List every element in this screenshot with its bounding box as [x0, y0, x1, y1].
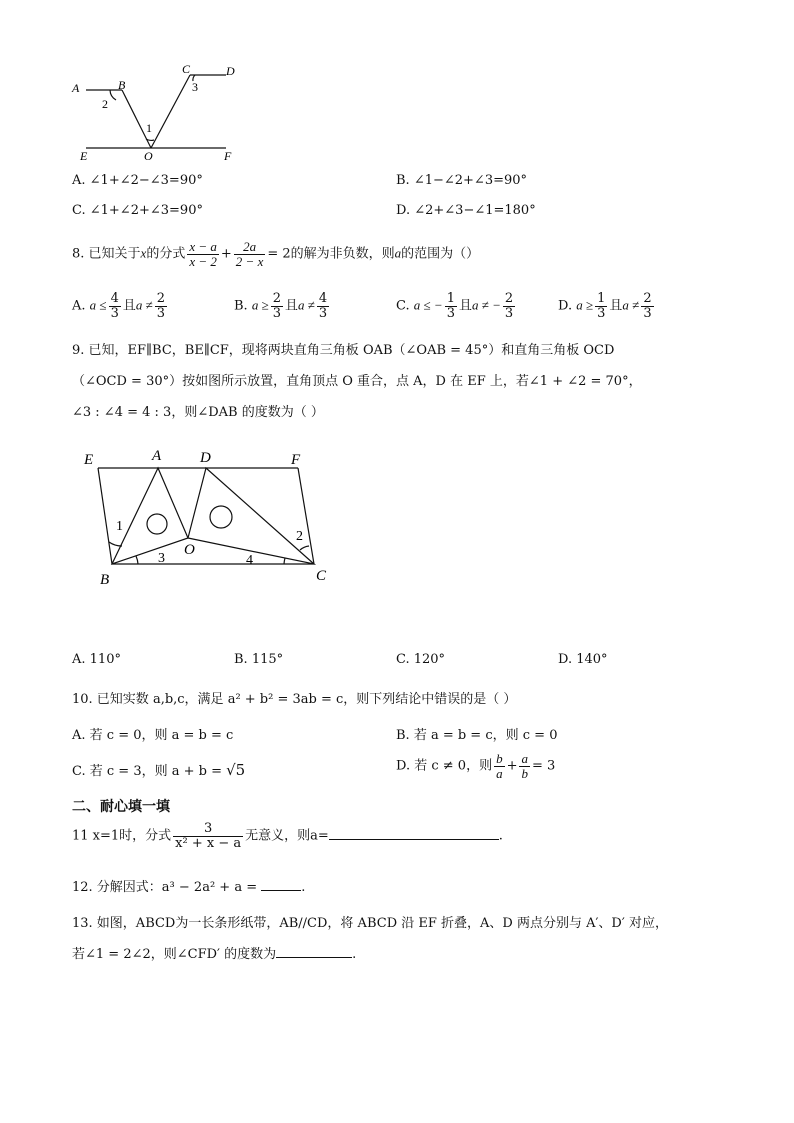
triangle-OCD — [188, 468, 314, 564]
q13-line-2: 若∠1 = 2∠2，则∠CFD′ 的度数为 . — [72, 947, 357, 962]
label-E: E — [80, 149, 88, 163]
q10-option-b: B. 若 a = b = c，则 c = 0 — [396, 728, 558, 743]
q12-stem: 12. 分解因式：a³ − 2a² + a = . — [72, 880, 306, 895]
q13-answer-blank[interactable] — [276, 957, 352, 958]
q12-answer-blank[interactable] — [261, 890, 301, 891]
arc-1 — [109, 542, 122, 546]
label-3: 3 — [158, 551, 165, 566]
circle-hole-2 — [210, 506, 232, 528]
q10-stem: 10. 已知实数 a,b,c，满足 a² + b² = 3ab = c，则下列结论中错误的是（ ） — [72, 692, 517, 707]
label-C: C — [182, 62, 191, 76]
q8-stem: 8. 已知关于x的分式 $\frac{x - a}{x - 2}$ + $\frac{2a}{2 - x}$ = 2的解为非负数，则a的范围为（） — [72, 239, 480, 269]
label-B: B — [100, 572, 110, 588]
label-1: 1 — [116, 519, 123, 534]
q11-answer-blank[interactable] — [329, 839, 499, 840]
label-3: 3 — [192, 80, 198, 94]
label-4: 4 — [246, 553, 253, 568]
label-A: A — [152, 448, 162, 464]
arc-3 — [136, 556, 138, 564]
arc-4 — [284, 558, 285, 564]
label-B: B — [118, 78, 126, 92]
q8-option-d: D. a ≥ $\frac{1}{3}$ 且a ≠ $\frac{2}{3}$ — [558, 291, 652, 321]
q7-option-b: B. ∠1−∠2+∠3=90° — [396, 173, 528, 188]
label-O: O — [184, 542, 195, 558]
arc-2 — [110, 90, 116, 100]
label-F: F — [291, 452, 301, 468]
label-C: C — [316, 568, 327, 584]
q9-option-b: B. 115° — [234, 652, 284, 667]
label-A: A — [72, 81, 80, 95]
q11-stem: 11 x=1时，分式 $\frac{3}{\text{x² + x − a}}$ 无意义，则a= . — [72, 821, 503, 851]
label-O: O — [144, 149, 153, 163]
triangle-OAB — [112, 468, 188, 564]
q9-line-1: 9. 已知，EF∥BC，BE∥CF，现将两块直角三角板 OAB（∠OAB = 45°）和直角三角板 OCD — [72, 343, 615, 358]
label-2: 2 — [102, 97, 108, 111]
q10-option-d: D. 若 c ≠ 0，则 $\frac{b}{a}$ + $\frac{a}{b}$ = 3 — [396, 751, 556, 781]
q10-option-c: C. 若 c = 3，则 a + b = √5 — [72, 761, 246, 779]
label-2: 2 — [296, 529, 303, 544]
q9-option-c: C. 120° — [396, 652, 446, 667]
q9-option-a: A. 110° — [72, 652, 121, 667]
arc-1 — [146, 139, 154, 140]
figure-angles — [66, 60, 256, 168]
q10-option-a: A. 若 c = 0，则 a = b = c — [72, 728, 234, 743]
label-F: F — [224, 149, 232, 163]
q13-line-1: 13. 如图，ABCD为一长条形纸带，AB//CD，将 ABCD 沿 EF 折叠，A、D 两点分别与 A′、D′ 对应， — [72, 916, 668, 931]
label-1: 1 — [146, 121, 152, 135]
q7-option-c: C. ∠1+∠2+∠3=90° — [72, 203, 203, 218]
q8-option-b: B. a ≥ $\frac{2}{3}$ 且a ≠ $\frac{4}{3}$ — [234, 291, 328, 321]
q9-line-2: （∠OCD = 30°）按如图所示放置，直角顶点 O 重合，点 A，D 在 EF 上，若∠1 + ∠2 = 70°， — [72, 374, 642, 389]
q7-option-a: A. ∠1+∠2−∠3=90° — [72, 173, 203, 188]
line-OC — [151, 75, 190, 148]
q8-option-a: A. a ≤ $\frac{4}{3}$ 且a ≠ $\frac{2}{3}$ — [72, 291, 166, 321]
figure-triangles — [80, 442, 340, 590]
q8-option-c: C. a ≤ − $\frac{1}{3}$ 且a ≠ − $\frac{2}{3}$ — [396, 291, 514, 321]
line-BE — [98, 468, 112, 564]
arc-2 — [300, 546, 309, 550]
label-D: D — [226, 64, 235, 78]
q7-option-d: D. ∠2+∠3−∠1=180° — [396, 203, 536, 218]
section-2-title: 二、耐心填一填 — [72, 799, 170, 815]
label-E: E — [84, 452, 94, 468]
q9-line-3: ∠3 : ∠4 = 4 : 3，则∠DAB 的度数为（ ） — [72, 405, 324, 420]
q9-option-d: D. 140° — [558, 652, 608, 667]
circle-hole-1 — [147, 514, 167, 534]
label-D: D — [200, 450, 211, 466]
